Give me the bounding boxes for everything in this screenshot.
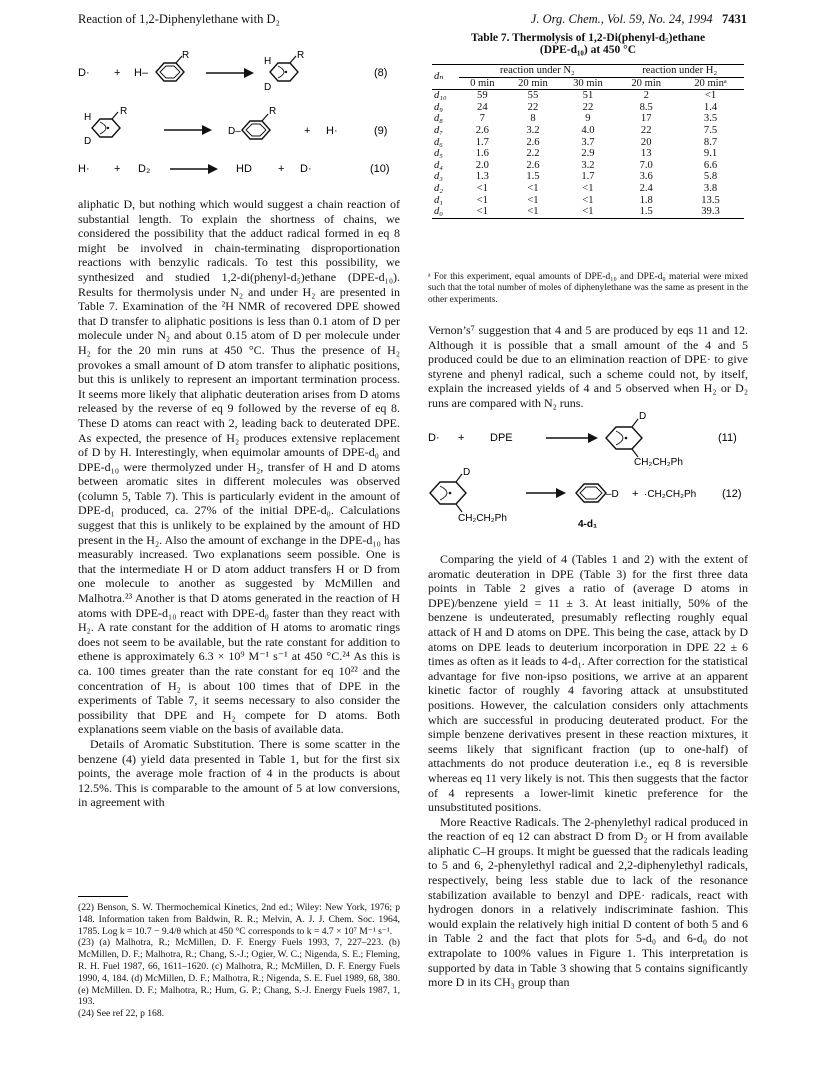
eq9-h: H (84, 112, 92, 123)
table7-cell: <1 (527, 182, 539, 194)
eq9-product-d: D– (228, 126, 241, 137)
table7-cell: 1.6 (475, 148, 489, 160)
eq11-dpe: DPE (490, 432, 513, 444)
table7-row (432, 171, 744, 183)
table7-cell: <1 (459, 206, 505, 218)
table7-cell: 8 (530, 113, 536, 125)
table7-row (432, 137, 744, 149)
table7-cell: 7.5 (703, 124, 718, 136)
table7-row-label: d₉ (434, 101, 443, 113)
table7-cell: 22 (582, 101, 594, 113)
eq8-product-r: R (297, 50, 305, 61)
eq12-cyclohexadienyl-ring (430, 474, 466, 512)
table7-cell: 2.9 (581, 148, 595, 160)
table7-cell: 1.5 (526, 171, 540, 183)
table7-cell: <1 (582, 182, 594, 194)
eq12-plus: + (632, 488, 639, 500)
table7-row (432, 160, 744, 172)
eq11-number: (11) (718, 432, 737, 444)
eq12-radical: ·CH₂CH₂Ph (644, 489, 697, 500)
eq8-product-h: H (264, 56, 272, 67)
table7-cell: 13.5 (701, 194, 720, 206)
eq9-product-r: R (269, 106, 277, 117)
eq9-h-radical: H· (326, 125, 338, 137)
table7-row-label: d₈ (434, 113, 443, 125)
table7-cell: 1.5 (615, 206, 677, 218)
table7-row-label: d₃ (434, 171, 443, 183)
reaction-arrow (206, 68, 254, 78)
reaction-arrow (546, 433, 598, 443)
table7-row-label: d₂ (434, 182, 443, 194)
eq9-cyclohexadienyl-ring (92, 112, 120, 137)
table7-title (428, 32, 748, 56)
table7-cell: 3.2 (526, 124, 540, 136)
eq11-cyclohexadienyl-ring (606, 419, 642, 457)
table7-row (432, 102, 744, 114)
table7-col-header: 30 min (560, 77, 615, 90)
eq11-d: D (639, 411, 647, 422)
table7-cell: <1 (582, 194, 594, 206)
left-column-body (78, 197, 400, 810)
table7-col-header: 20 min (615, 77, 677, 90)
table7-col-header: 20 min (505, 77, 560, 90)
footnote-22: (22) Benson, S. W. Thermochemical Kinetics, 2nd ed.; Wiley: New York, 1976; p 148. Information taken from Baldwin, R. R.; Melvin, A. J. J. Chem. Soc. 1964, 1785. Log k = 10.7 − 9.4/θ which at 450 °C corresponds to k = 4.7 × 10⁷ M⁻¹ s⁻¹. (78, 902, 400, 937)
eq8-r-label: R (182, 50, 190, 61)
footnote-rule (78, 896, 128, 897)
table7-row-label: d₁ (434, 194, 443, 206)
table7-row-label: d₄ (434, 159, 443, 171)
eq10-plus2: + (278, 163, 285, 175)
eq12-product-benzene-ring (576, 484, 606, 502)
body-paragraph-more-reactive-radicals: More Reactive Radicals. The 2-phenylethyl radical produced in the reaction of eq 12 can abstract D from D₂ or H from available aliphatic C–H groups. It might be guessed that the radicals leading to 5 and 6, 2-phenylethyl radical and 2,2-diphenylethyl radicals, respectively, being less stable due to lack of the resonance stabilization available to benzyl and DPE· radicals, react with hydrogen donors in a relatively indiscriminate fashion. This would explain the relatively high initial D content of both 5 and 6 in Table 2 and the fact that plots for 5-d₀ and 6-d₀ do not extrapolate to 100% values in Figure 1. This interpretation is supported by data in Table 3 showing that 5 contains significantly more D in its CH₃ group than (428, 814, 748, 990)
table7-group-n2: reaction under N₂ (459, 65, 615, 78)
reaction-arrow (170, 164, 218, 174)
eq9-r: R (120, 106, 128, 117)
table7-cell: 22 (527, 101, 539, 113)
table7-cell: 3.6 (639, 171, 653, 183)
table7-row (432, 206, 744, 218)
eq10-hd: HD (236, 163, 252, 175)
table7-cell: 2.6 (475, 124, 489, 136)
table7-cell: 1.7 (475, 136, 489, 148)
table7-cell: 17 (640, 113, 652, 125)
table7-cell: 13 (640, 148, 652, 160)
table7-cell: 3.2 (581, 159, 595, 171)
footnote-24: (24) See ref 22, p 168. (78, 1008, 165, 1020)
running-header-right (531, 12, 747, 27)
table7-cell: 3.5 (703, 113, 718, 125)
table7-row (432, 113, 744, 125)
table7-body (432, 90, 744, 219)
page-number: 7431 (722, 12, 747, 26)
eq11-d-radical: D· (428, 432, 440, 444)
table7-cell: 2.6 (526, 159, 540, 171)
reaction-arrow (164, 125, 212, 135)
running-header-left: Reaction of 1,2-Diphenylethane with D₂ (78, 12, 280, 26)
table7-cell: <1 (476, 182, 488, 194)
table7-cell: 55 (527, 90, 539, 102)
table7-cell: 22 (640, 124, 652, 136)
eq10-plus1: + (114, 163, 121, 175)
table7-cell: <1 (560, 206, 615, 218)
eq8-number: (8) (374, 67, 388, 79)
right-column-body-2 (428, 552, 748, 990)
eq12-d: D (463, 467, 471, 478)
eq12-product-d: –D (606, 489, 619, 500)
eq10-d-radical: D· (300, 163, 312, 175)
table7-row-label: d₆ (434, 136, 443, 148)
table7-cell: 6.6 (703, 159, 718, 171)
eq10-h-radical: H· (78, 163, 90, 175)
eq8-benzene-ring (156, 56, 184, 81)
eq9-plus: + (304, 125, 311, 137)
table7-cell: 2 (643, 90, 649, 102)
body-paragraph-aromatic-substitution: Details of Aromatic Substitution. There is some scatter in the benzene (4) yield data presented in Table 1, but for the first six points, the average mole fraction of 4 in the products is about 12.5%. This is comparable to the amount of 5 at low conversions, in agreement with (78, 736, 400, 810)
eq8-cyclohexadienyl-ring (270, 56, 298, 81)
table7-row (432, 125, 744, 137)
table7-row (432, 90, 744, 102)
eq11-chain: CH₂CH₂Ph (634, 457, 683, 468)
eq12-chain: CH₂CH₂Ph (458, 513, 507, 524)
table7-cell: 2.0 (475, 159, 489, 171)
table7-row-label: d₅ (434, 148, 443, 160)
table7-cell: <1 (527, 194, 539, 206)
table7-row-label: d₀ (432, 206, 459, 218)
eq11-plus: + (458, 432, 465, 444)
journal-citation: J. Org. Chem., Vol. 59, No. 24, 1994 (530, 12, 713, 26)
table7-cell: 2.4 (639, 182, 653, 194)
table7-cell: 8.7 (703, 136, 718, 148)
table7-cell: 8.5 (639, 101, 653, 113)
reaction-arrow (526, 488, 566, 498)
table7-cell: 7 (479, 113, 485, 125)
table7-cell: 3.8 (703, 182, 718, 194)
table7-row (432, 148, 744, 160)
table7-footnote: ᵃ For this experiment, equal amounts of DPE-d₁₀ and DPE-d₀ material were mixed such that the total number of moles of diphenylethane was the same as present in the other experiments. (428, 272, 748, 305)
eq8-h: H– (134, 67, 149, 79)
footnotes (78, 902, 400, 1020)
eq9-number: (9) (374, 125, 388, 137)
right-column-body-1 (428, 323, 748, 411)
body-paragraph: Comparing the yield of 4 (Tables 1 and 2) with the extent of aromatic deuteration in DPE (Table 3) for the first three data points in Table 2 gives a ratio of (average D atoms in DPE)/benzene yield = 11 ± 3. At least initially, 50% of the benzene is undeuterated, presumably reflecting roughly equal attack of H and D atoms on DPE. This being the case, attack by D atoms on DPE leads to deuterium incorporation in DPE 22 ± 6 times as often as it leads to 4-d₁. After correction for the statistical advantage for five non-ipso positions, we arrive at an apparent kinetic factor of roughly 4 favoring attack at unsubstituted positions. However, the calculation considers only attachments which are successful in producing deuterated product. For the simple benzene derivatives present in these reaction mixtures, it seems likely that significant fraction (up to one-half) of attachments do not produce deuteration i.e., eq 8 is reversible whereas eq 11 very likely is not. This then suggests that the factor of 4 represents a lower-limit kinetic preference for the unsubstituted positions. (428, 552, 748, 815)
body-paragraph: Vernon’s⁷ suggestion that 4 and 5 are produced by eqs 11 and 12. Although it is possible that a small amount of the 4 and 5 produced could be due to an elimination reaction of DPE· to give styrene and phenyl radical, such a scheme could not, by itself, explain the increased yields of 4 and 5 observed when H₂ or D₂ runs are compared with N₂ runs. (428, 323, 748, 410)
table7-cell: 20 (640, 136, 652, 148)
table7-cell: 1.8 (639, 194, 653, 206)
table7-cell: 9 (585, 113, 591, 125)
table7-row (432, 195, 744, 207)
eq8-product-d: D (264, 82, 272, 93)
table7-cell: 51 (582, 90, 594, 102)
table7-cell: 2.6 (526, 136, 540, 148)
eq12-number: (12) (722, 488, 742, 500)
table7-cell: 24 (477, 101, 488, 113)
table7-cell: 1.4 (703, 101, 718, 113)
table7-cell: 2.2 (526, 148, 540, 160)
table7-cell: 5.8 (703, 171, 718, 183)
table7-col-header: 20 minᵃ (677, 77, 744, 90)
table7-title-line2: (DPE-d₁₀) at 450 °C (539, 44, 637, 56)
eq9-product-ring (242, 114, 270, 139)
reaction-scheme-eq8-10 (78, 52, 400, 192)
table7-cell: 59 (477, 90, 488, 102)
body-paragraph: aliphatic D, but nothing which would suggest a chain reaction of substantial length. To explain the shortness of chains, we considered the possibility that the adduct radical formed in eq 8 might be involved in chain-terminating disproportionation reactions with benzylic radicals. To test this possibility, we synthesized and studied 1,2-di(phenyl-d₅)ethane (DPE-d₁₀). Results for thermolysis under N₂ and under H₂ are presented in Table 7. Examination of the ²H NMR of recovered DPE showed that D transfer to aliphatic positions is less than 0.1 atom of D per molecule under N₂ and about 0.15 atom of D per molecule under H₂ for the 20 min runs at 450 °C. Thus the presence of H₂ provokes a small amount of D atom transfer to aliphatic positions, but this is unlikely to represent an important termination process. It seems more likely that aliphatic deuteration arises from D atoms released by the reverse of eq 9 followed by the reverse of eq 8. These D atoms can react with 2, leading back to deuterated DPE. As expected, the presence of H₂ produces extensive replacement of D by H. Interestingly, when equimolar amounts of DPE-d₀ and DPE-d₁₀ were thermolyzed under H₂, transfer of H and D atoms between aromatic sites in different molecules was observed (column 5, Table 7). This is particularly evident in the amount of DPE-d₁ produced, ca. 27% of the initial DPE-d₀. Calculations suggest that this is unlikely to be explained by the amount of HD present in the H₂. Also the amount of exchange in the DPE-d₁₀ has measurably increased. Two explanations seem possible. One is that the intermediate H or D atom adduct transfers H or D from one molecule to another as suggested by McMillen and Malhotra.²³ Another is that D atoms generated in the reaction of H atoms with DPE-d₁₀ react with DPE-d₀ faster than they react with H₂. A rate constant for the addition of H atoms to aromatic rings does not seem to be available, but the rate constant for addition to ethene is approximately 6.3 × 10⁹ M⁻¹ s⁻¹ at 450 °C.²⁴ As this is ca. 100 times greater than the rate constant for eq 10²² and the concentration of H₂ is about 100 times that of DPE in the experiments of Table 7, it seems necessary to also consider the possibility that DPE and H₂ compete for D atoms. Both explanations seem viable on the basis of available data. (78, 197, 400, 737)
eq8-plus: + (114, 67, 121, 79)
table7-cell: 9.1 (703, 148, 718, 160)
eq9-d: D (84, 136, 92, 147)
table7-cell: 7.0 (639, 159, 653, 171)
table7-cell: 1.3 (475, 171, 489, 183)
table7-title-line1: Table 7. Thermolysis of 1,2-Di(phenyl-d₅)ethane (470, 32, 706, 44)
table7-cell: <1 (476, 194, 488, 206)
table7-cell: <1 (505, 206, 560, 218)
table7-row-label: d₁₀ (434, 90, 447, 102)
table7-cell: <1 (704, 90, 717, 102)
table7 (432, 64, 744, 219)
table7-grid (432, 64, 744, 219)
eq10-number: (10) (370, 163, 390, 175)
table7-col-dn: dₙ (432, 65, 459, 90)
table7-row-label: d₇ (434, 124, 443, 136)
table7-col-header: 0 min (459, 77, 505, 90)
eq10-d2: D₂ (138, 163, 151, 175)
footnote-23: (23) (a) Malhotra, R.; McMillen, D. F. Energy Fuels 1993, 7, 227–223. (b) McMillen, D. F.; Malhotra, R.; Chang, S.-J.; Ogier, W. C.; Nigenda, S. E.; Fleming, R. H. Fuel 1987, 66, 1611–1620. (c) Malhotra, R.; McMillen, D. F. Energy Fuels 1990, 4, 184. (d) McMillen, D. F.; Malhotra, R.; Nigenda, S. E. Fuel 1989, 68, 380. (e) McMillen. D. F.; Malhotra, R.; Hum, G. P.; Chang, S.-J. Energy Fuels 1987, 1, 193. (78, 937, 400, 1008)
table7-group-h2: reaction under H₂ (615, 65, 744, 78)
table7-row (432, 183, 744, 195)
eq12-product-label: 4-d₁ (578, 519, 598, 530)
eq8-d-radical: D· (78, 67, 90, 79)
table7-cell: 3.7 (581, 136, 595, 148)
table7-cell: 1.7 (581, 171, 595, 183)
reaction-scheme-eq11-12 (428, 405, 748, 545)
table7-cell: 39.3 (677, 206, 744, 218)
table7-cell: 4.0 (581, 124, 595, 136)
